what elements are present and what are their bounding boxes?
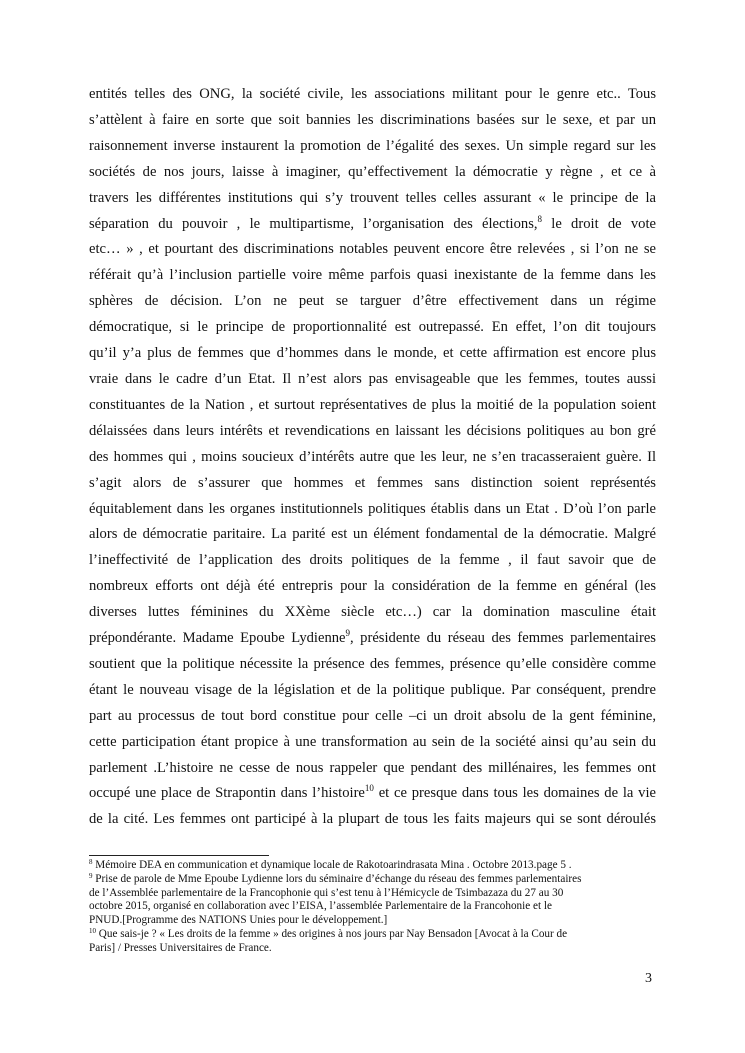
footnote-text: Que sais-je ? « Les droits de la femme » des origines à nos jours par Nay Bensadon [Avocat à la Cour de xyxy=(96,927,568,940)
text-line xyxy=(89,626,656,652)
text-line: délaissées dans leurs intérêts et revendications en laissant les décisions politiques au bon gré xyxy=(89,422,656,439)
text-line xyxy=(89,781,656,807)
text-line: s’attèlent à faire en sorte que soit bannies les discriminations basées sur le sexe, et par un xyxy=(89,111,656,128)
footnote-8 xyxy=(89,859,656,873)
footnote-separator xyxy=(89,855,269,856)
text-line: diverses luttes féminines du XXème siècle etc…) car la domination masculine était xyxy=(89,604,656,621)
footnote-10 xyxy=(89,928,656,942)
text-line: constituantes de la Nation , et surtout représentatives de plus la moitié de la population soient xyxy=(89,396,656,413)
footnote-text: octobre 2015, organisé en collaboration avec l’EISA, l’assemblée Parlementaire de la Francohonie et le xyxy=(89,900,552,913)
footnote-reference[interactable]: 10 xyxy=(364,783,374,794)
text-line: référait qu’à l’inclusion partielle voire même parfois quasi inexistante de la femme dans les xyxy=(89,267,656,284)
text-line: raisonnement inverse instaurent la promotion de l’égalité des sexes. Un simple regard sur les xyxy=(89,137,656,154)
footnote-text: Paris] / Presses Universitaires de France. xyxy=(89,941,272,954)
text-segment: le droit de vote xyxy=(542,215,657,232)
text-line: l’ineffectivité de l’application des droits politiques de la femme , il faut savoir que de xyxy=(89,552,656,569)
text-line: s’agit alors de s’assurer que hommes et femmes sans distinction soient représentés xyxy=(89,474,656,491)
body-paragraph xyxy=(89,82,656,833)
text-line: nombreux efforts ont déjà été entrepris pour la considération de la femme en général (les xyxy=(89,578,656,595)
footnote-text: Mémoire DEA en communication et dynamique locale de Rakotoarindrasata Mina . Octobre 2013.page 5 . xyxy=(92,859,572,871)
footnote-reference[interactable]: 8 xyxy=(537,213,543,224)
text-line: part au processus de tout bord constitue pour celle –ci un droit absolu de la gent féminine, xyxy=(89,707,656,724)
footnote-number: 9 xyxy=(89,871,93,880)
footnote-number: 8 xyxy=(89,858,93,866)
footnote-text: PNUD.[Programme des NATIONS Unies pour le développement.] xyxy=(89,914,388,927)
footnote-9 xyxy=(89,873,656,887)
text-line: sphères de décision. L’on ne peut se targuer d’être effectivement dans un régime xyxy=(89,293,656,310)
text-line: vraie dans le cadre d’un Etat. Il n’est alors pas envisageable que les femmes, toutes aussi xyxy=(89,370,656,387)
page-number: 3 xyxy=(645,971,652,986)
text-line: cette participation étant propice à une transformation au sein de la société ainsi qu’au sein du xyxy=(89,733,656,750)
text-segment: séparation du pouvoir , le multipartisme, l’organisation des élections, xyxy=(89,215,538,232)
text-line: de la cité. Les femmes ont participé à la plupart de tous les faits majeurs qui se sont déroulés xyxy=(89,811,656,828)
footnotes xyxy=(89,859,656,956)
text-line: travers les différentes institutions qui s’y trouvent telles celles assurant « le principe de la xyxy=(89,189,656,206)
text-line: équitablement dans les organes institutionnels politiques établis dans un Etat . D’où l’on parle xyxy=(89,500,656,517)
text-line: alors de démocratie paritaire. La parité est un élément fondamental de la démocratie. Malgré xyxy=(89,526,656,543)
footnote-text: de l’Assemblée parlementaire de la Francophonie qui s’est tenu à l’Hémicycle de Tsimbazaza du 27 au 30 xyxy=(89,886,564,899)
text-line: etc… » , et pourtant des discriminations notables peuvent encore être relevées , si l’on ne se xyxy=(89,241,656,258)
text-line: étant le nouveau visage de la législation et de la politique publique. Par conséquent, prendre xyxy=(89,681,656,698)
text-segment: et ce presque dans tous les domaines de la vie xyxy=(373,785,657,802)
text-line: entités telles des ONG, la société civile, les associations militant pour le genre etc.. Tous xyxy=(89,86,656,102)
text-line: parlement .L’histoire ne cesse de nous rappeler que pendant des millénaires, les femmes ont xyxy=(89,759,656,776)
footnote-text: Prise de parole de Mme Epoube Lydienne lors du séminaire d’échange du réseau des femmes parlementaires xyxy=(92,872,582,885)
text-segment: occupé une place de Strapontin dans l’histoire xyxy=(89,785,365,802)
text-line: soutient que la politique nécessite la présence des femmes, présence qu’elle considère comme xyxy=(89,655,656,672)
text-line xyxy=(89,212,656,238)
text-line: des hommes qui , moins soucieux d’intérêts autre que les leur, ne s’en tracasseraient guère. Il xyxy=(89,448,656,465)
text-segment: prépondérante. Madame Epoube Lydienne xyxy=(89,630,346,647)
text-line: sociétés de nos jours, laisse à imaginer, qu’effectivement la démocratie y règne , et ce à xyxy=(89,163,656,180)
footnote-reference[interactable]: 9 xyxy=(345,628,351,639)
text-segment: , présidente du réseau des femmes parlementaires xyxy=(350,630,656,647)
text-line: démocratique, si le principe de proportionnalité est outrepassé. En effet, l’on dit toujours xyxy=(89,319,656,336)
text-line: qu’il y’a plus de femmes que d’hommes dans le monde, et cette affirmation est encore plus xyxy=(89,345,656,362)
footnote-number: 10 xyxy=(89,926,96,935)
